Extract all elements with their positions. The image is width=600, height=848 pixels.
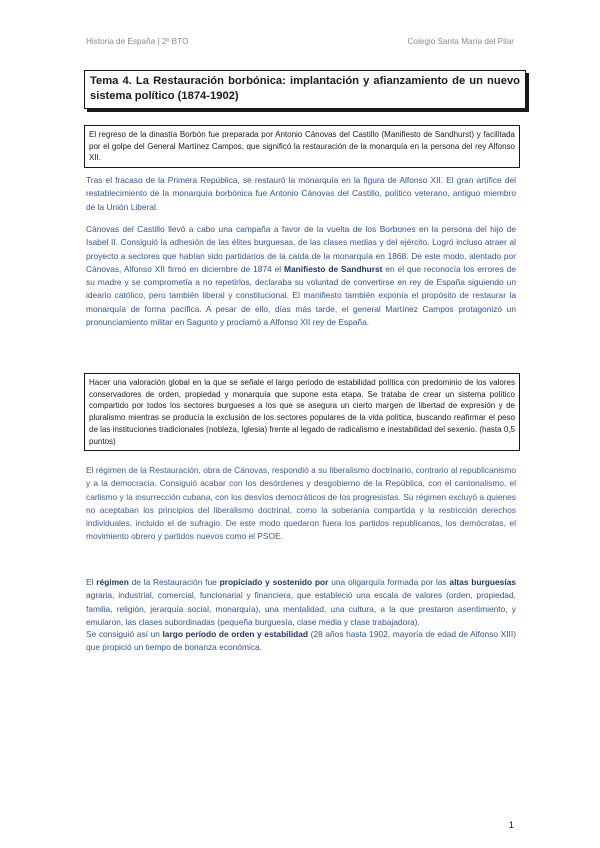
p4-text-4: agraria, industrial, comercial, funcionarial y financiera, que estableció una escala de valores (orden, propiedad, familia, religión, jerarquía social, monarquía), una mentalidad, una cultura, a la que prestaron asentimiento, y emularon, las clases subordinadas (pequeña burguesía, clase media y clase trabajadora). bbox=[86, 590, 516, 627]
summary-box: El regreso de la dinastía Borbón fue preparada por Antonio Cánovas del Castillo (Manifiesto de Sandhurst) y facilitada por el golpe del General Martínez Campos, que significó la restauración de la monarquía en la persona del rey Alfonso XII. bbox=[84, 125, 520, 168]
paragraph-regimen: El régimen de la Restauración, obra de Cánovas, respondió a su liberalismo doctrinario, contrario al republicanismo y a la democracia. Consiguió acabar con los desórdenes y desgobierno de la República, con el cantonalismo, el carlismo y la insurrección cubana, con los desvíos democráticos de los progresistas. Su régimen excluyó a quienes no aceptaban los principios del liberalismo doctrinal, como la soberanía compartida y la restricción derechos individuales, incluido el de sufragio. De este modo quedaron fuera los partidos republicanos, los demócratas, el movimiento obrero y partidos nuevos como el PSOE. bbox=[86, 465, 516, 542]
paragraph-intro: Tras el fracaso de la Primera República, se restauró la monarquía en la figura de Alfonso XII. El gran artífice del restablecimiento de la monarquía borbónica fue Antonio Cánovas del Castillo, político veterano, antiguo miembro de la Unión Liberal. bbox=[86, 175, 516, 212]
assessment-box: Hacer una valoración global en la que se señale el largo periodo de estabilidad política con predominio de los valores conservadores de orden, propiedad y monarquía que supone esta etapa. Se trataba de crear un sistema político compartido por todos los sectores burgueses a los que se asegura un cierto margen de libertad de expresión y de pluralismo mientras se producía la exclusión de los sectores populares de la vida política, buscando reafirmar el peso de las instituciones tradicionales (nobleza, Iglesia) frente al legado de radicalismo e inestabilidad del sexenio. (hasta 0,5 puntos) bbox=[84, 373, 520, 451]
page-number: 1 bbox=[508, 820, 514, 831]
p4-bold-burguesias: altas burguesías bbox=[449, 577, 516, 587]
paragraph-canovas-text-2: en el que reconocía los errores de su madre y se comprometía a no repetirlos, declaraba su voluntad de convertirse en rey de España siguiendo un ideario católico, pero también liberal y constitucional. El manifiesto también exponía el propósito de restaurar la monarquía de forma pacífica. A pesar de ello, días más tarde, el general Martínez Campos protagonizó un pronunciamiento militar en Sagunto y proclamó a Alfonso XII rey de España. bbox=[86, 263, 516, 328]
p4-bold-regimen: régimen bbox=[96, 577, 129, 587]
manifiesto-sandhurst-term: Manifiesto de Sandhurst bbox=[284, 263, 383, 274]
paragraph-canovas-text-1: Cánovas del Castillo llevó a cabo una campaña a favor de la vuelta de los Borbones en la persona del hijo de Isabel II. Consiguió la adhesión de las élites burguesas, de las clases medias y del ejército. Logró incluso atraer al proyecto a sectores que habían sido partidarios de la caída de la monarquía en 1868. De este modo, alentado por Cánovas, Alfonso XII firmó en diciembre de 1874 el bbox=[86, 224, 516, 274]
paragraph-canovas bbox=[86, 223, 516, 329]
header-school: Colegio Santa María del Pilar bbox=[407, 37, 514, 46]
paragraph-estabilidad bbox=[86, 628, 516, 655]
p4-text-3: una oligarquía formada por las bbox=[328, 577, 450, 587]
p4-text-2: de la Restauración fue bbox=[128, 577, 220, 587]
p5-text-2: (28 años hasta 1902, mayoría de edad de Alfonso XIII) que propició un tiempo de bonanza económica. bbox=[86, 629, 516, 653]
topic-title: Tema 4. La Restauración borbónica: implantación y afianzamiento de un nuevo sistema político (1874-1902) bbox=[84, 70, 526, 109]
paragraph-oligarquia bbox=[86, 576, 516, 629]
p5-bold-estabilidad: largo período de orden y estabilidad bbox=[162, 629, 309, 639]
p4-bold-propiciado: propiciado y sostenido por bbox=[219, 577, 329, 587]
p5-text-1: Se consiguió así un bbox=[86, 629, 163, 639]
p4-text-1: El bbox=[86, 577, 97, 587]
header-course: Historia de España | 2º BTO bbox=[86, 37, 189, 46]
